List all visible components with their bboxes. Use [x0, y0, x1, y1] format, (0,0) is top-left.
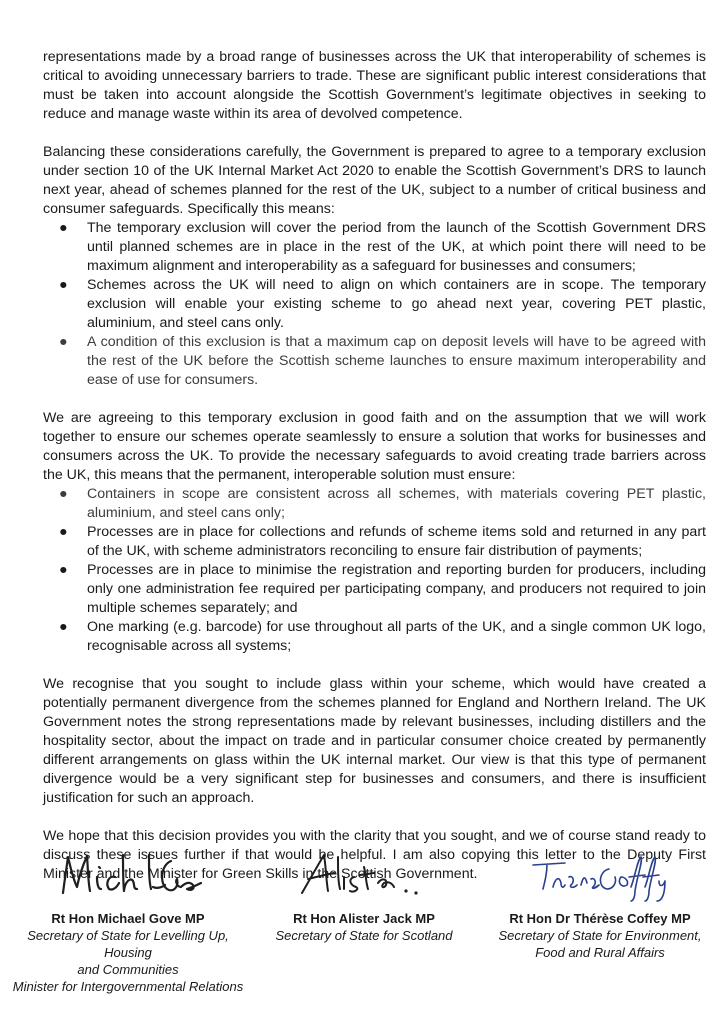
bullet-icon: ●	[59, 486, 68, 502]
list-item: ● A condition of this exclusion is that a maximum cap on deposit levels will have to be agreed with the rest of the UK before the Scottish scheme launches to ensure maximum interoperability and ease of use for consumers.	[59, 334, 706, 388]
safeguards-list	[43, 485, 706, 656]
signature-coffey	[482, 846, 718, 906]
bullet-icon: ●	[59, 277, 68, 293]
signatory-jack	[246, 846, 482, 995]
paragraph-4: We recognise that you sought to include glass within your scheme, which would have created a potentially permanent divergence from the schemes planned for England and Northern Ireland. The UK Government notes the strong representations made by relevant businesses, including distillers and the hospitality sector, about the impact on trade and in particular consumer choice created by permanently different arrangements on glass within the UK internal market. Our view is that this type of permanent divergence would be a very significant step for businesses and consumers, and there is insufficient justification for such an approach.	[43, 676, 706, 806]
bullet-icon: ●	[59, 334, 68, 350]
paragraph-5: We hope that this decision provides you with the clarity that you sought, and we of course stand ready to discuss these issues further if that would be helpful. I am also copying this letter to the Deputy First Minister and the Minister for Green Skills in the Scottish Government.	[43, 828, 706, 882]
exclusion-conditions-list	[43, 219, 706, 390]
bullet-icon: ●	[59, 619, 68, 635]
list-item: ● Processes are in place to minimise the registration and reporting burden for producers, including only one administration fee required per participating company, and producers not required to join multiple schemes separately; and	[59, 562, 706, 616]
signatory-role: Food and Rural Affairs	[535, 945, 665, 960]
signature-section	[10, 846, 718, 995]
signatory-role: Secretary of State for Environment,	[498, 928, 702, 943]
paragraph-2: Balancing these considerations carefully, the Government is prepared to agree to a temporary exclusion under section 10 of the UK Internal Market Act 2020 to enable the Scottish Government’s DRS to launch next year, ahead of schemes planned for the rest of the UK, subject to a number of critical business and consumer safeguards. Specifically this means:	[43, 144, 706, 217]
signatory-role: and Communities	[77, 962, 179, 977]
signatory-role: Secretary of State for Scotland	[275, 928, 453, 943]
list-item: ● Processes are in place for collections and refunds of scheme items sold and returned in any part of the UK, with scheme administrators reconciling to ensure fair distribution of payments;	[59, 524, 706, 559]
list-item: ● Containers in scope are consistent across all schemes, with materials covering PET plastic, aluminium, and steel cans only;	[59, 486, 706, 521]
paragraph-1: representations made by a broad range of businesses across the UK that interoperability of schemes is critical to avoiding unnecessary barriers to trade. These are significant public interest considerations that must be taken into account alongside the Scottish Government’s legitimate objectives in seeking to reduce and manage waste within its area of devolved competence.	[43, 49, 706, 122]
signatory-coffey	[482, 846, 718, 995]
signature-jack	[246, 846, 482, 906]
signatory-name: Rt Hon Dr Thérèse Coffey MP	[509, 911, 691, 926]
handwritten-signature-icon	[525, 847, 675, 905]
handwritten-signature-icon	[294, 847, 434, 905]
bullet-icon: ●	[59, 220, 68, 236]
list-item: ● Schemes across the UK will need to align on which containers are in scope. The temporary exclusion will enable your existing scheme to go ahead next year, covering PET plastic, aluminium, and steel cans only.	[59, 277, 706, 331]
signatory-name: Rt Hon Michael Gove MP	[51, 911, 205, 926]
signatory-role: Secretary of State for Levelling Up, Housing	[27, 928, 229, 960]
signature-gove	[10, 846, 246, 906]
signatory-name: Rt Hon Alister Jack MP	[293, 911, 435, 926]
signatory-gove	[10, 846, 246, 995]
handwritten-signature-icon	[53, 847, 203, 905]
signatory-role: Minister for Intergovernmental Relations	[12, 979, 244, 994]
paragraph-3: We are agreeing to this temporary exclusion in good faith and on the assumption that we will work together to ensure our schemes operate seamlessly to ensure a solution that works for businesses and consumers across the UK. To provide the necessary safeguards to avoid creating trade barriers across the UK, this means that the permanent, interoperable solution must ensure:	[43, 410, 706, 483]
bullet-icon: ●	[59, 524, 68, 540]
bullet-icon: ●	[59, 562, 68, 578]
list-item: ● One marking (e.g. barcode) for use throughout all parts of the UK, and a single common UK logo, recognisable across all systems;	[59, 619, 706, 654]
list-item: ● The temporary exclusion will cover the period from the launch of the Scottish Government DRS until planned schemes are in place in the rest of the UK, at which point there will need to be maximum alignment and interoperability as a safeguard for businesses and consumers;	[59, 220, 706, 274]
